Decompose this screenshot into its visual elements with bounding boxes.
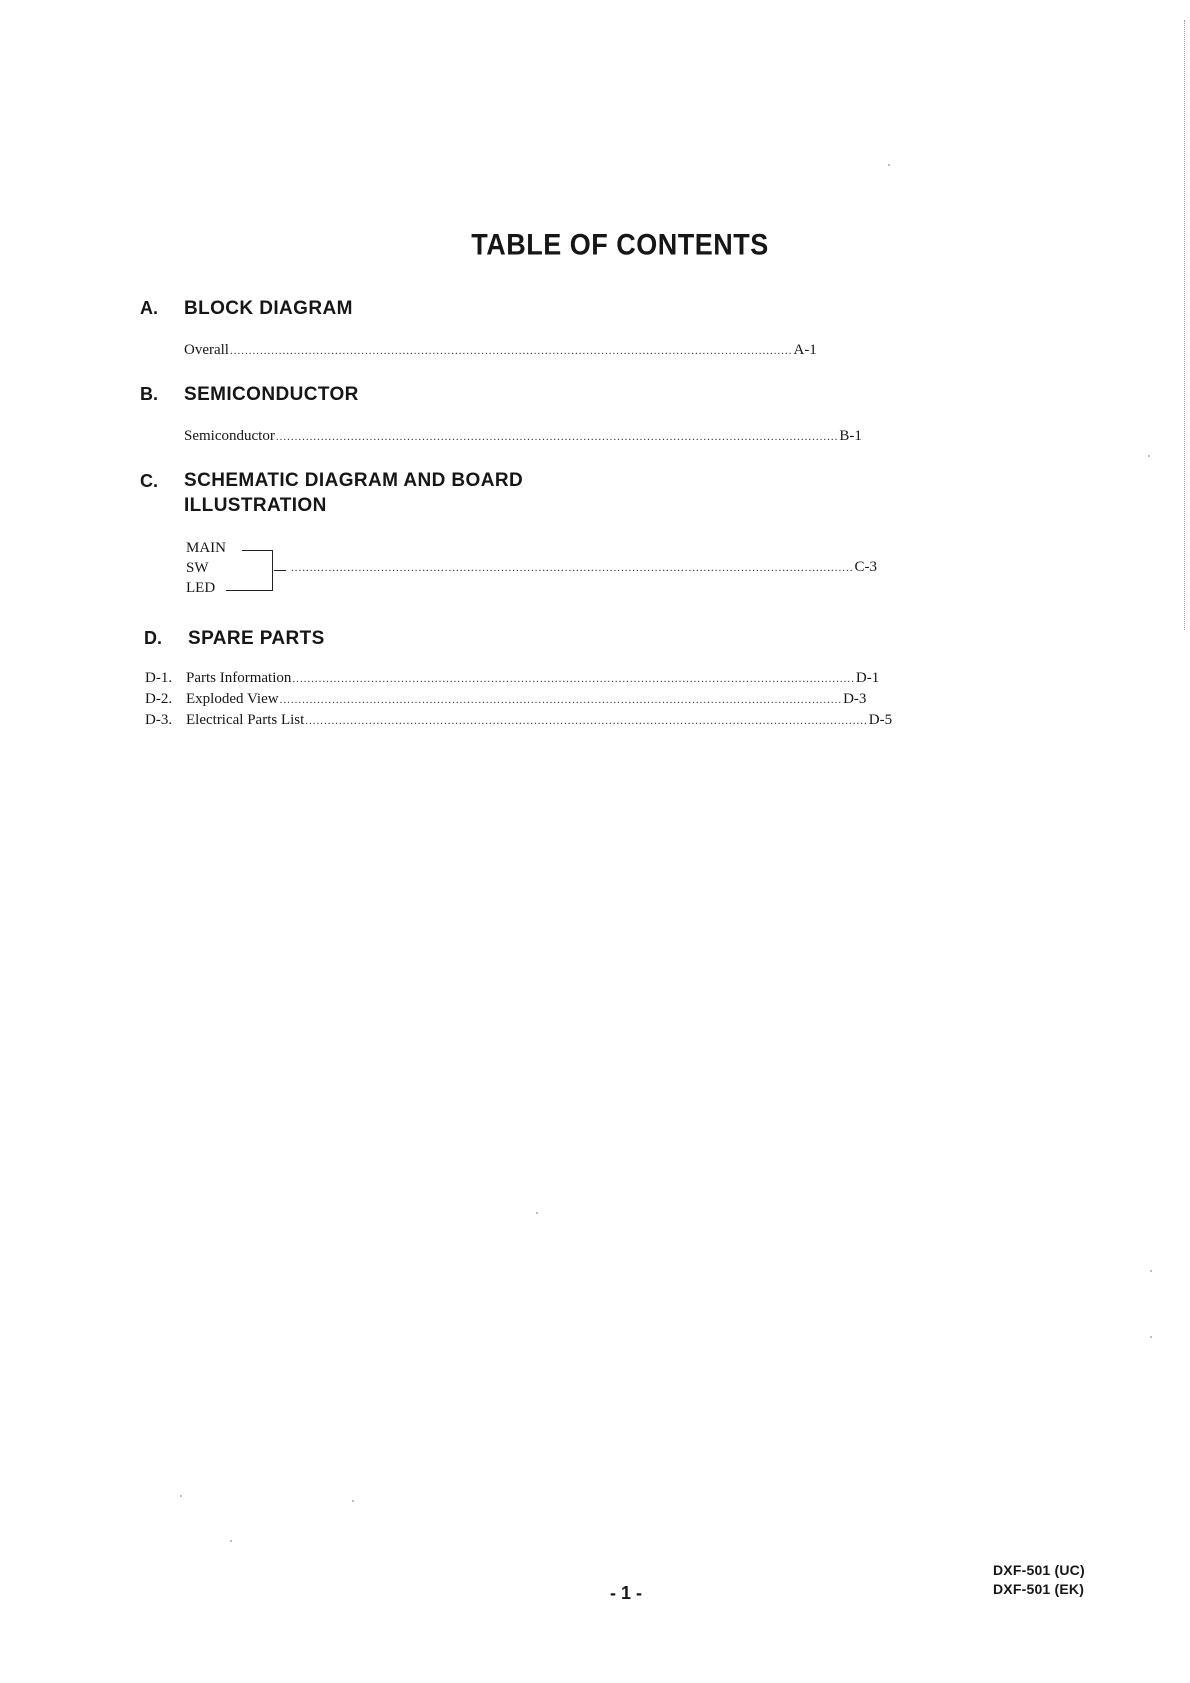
board-sw: SW <box>186 560 209 576</box>
scan-speck <box>536 1212 538 1214</box>
toc-entry-page: D-5 <box>868 712 893 728</box>
scan-speck <box>1148 455 1150 457</box>
toc-code-d1: D-1. <box>145 670 173 686</box>
section-c-letter: C. <box>140 471 158 491</box>
toc-entry-page: D-1 <box>855 670 880 686</box>
bracket-vertical-line <box>272 550 273 590</box>
page-number: - 1 - <box>610 1583 643 1603</box>
toc-entry-label: Parts Information <box>186 670 292 686</box>
board-main: MAIN <box>186 540 226 556</box>
dot-leader: ...................................................................................................................................................... <box>279 694 843 706</box>
section-c-title-line-2: ILLUSTRATION <box>184 495 327 516</box>
section-c-title <box>184 468 523 518</box>
toc-entry-overall[interactable] <box>184 342 817 359</box>
dot-leader: ...................................................................................................................................................... <box>291 562 854 574</box>
model-code-ek: DXF-501 (EK) <box>993 1581 1085 1597</box>
bracket-bottom-line <box>226 590 273 591</box>
toc-entry-label: Exploded View <box>186 691 279 707</box>
toc-entry-semiconductor[interactable] <box>184 428 862 445</box>
toc-entry-page: D-3 <box>843 691 867 707</box>
model-code-uc: DXF-501 (UC) <box>993 1562 1085 1578</box>
toc-entry-page: A-1 <box>793 342 817 358</box>
scan-speck <box>180 1495 182 1497</box>
toc-entry-parts-information[interactable] <box>186 670 880 687</box>
dot-leader: ...................................................................................................................................................... <box>305 715 868 727</box>
section-d-letter: D. <box>144 628 162 648</box>
bracket-top-line <box>242 550 272 551</box>
toc-entry-schematic[interactable] <box>290 559 877 576</box>
scan-speck <box>352 1500 354 1502</box>
toc-entry-label: Overall <box>184 342 229 358</box>
scan-speck <box>1150 1270 1152 1272</box>
scan-speck <box>1150 1336 1152 1338</box>
toc-entry-exploded-view[interactable] <box>186 691 867 708</box>
board-led: LED <box>186 580 216 596</box>
toc-code-d3: D-3. <box>145 712 173 728</box>
page-title: TABLE OF CONTENTS <box>471 228 769 262</box>
section-b-letter: B. <box>140 384 158 404</box>
toc-entry-page: C-3 <box>854 559 877 575</box>
section-a-title: BLOCK DIAGRAM <box>184 298 353 319</box>
section-a-letter: A. <box>140 298 158 318</box>
board-list <box>186 538 226 598</box>
scan-speck <box>888 164 890 166</box>
toc-entry-label: Electrical Parts List <box>186 712 305 728</box>
section-d-title: SPARE PARTS <box>188 628 325 649</box>
toc-entry-page: B-1 <box>839 428 862 444</box>
toc-entry-label: Semiconductor <box>184 428 275 444</box>
dot-leader: ...................................................................................................................................................... <box>292 673 855 685</box>
toc-code-d2: D-2. <box>145 691 173 707</box>
bracket-connector <box>274 570 286 571</box>
dot-leader: ...................................................................................................................................................... <box>275 431 839 443</box>
scan-edge-line <box>1184 20 1185 630</box>
dot-leader: ...................................................................................................................................................... <box>229 345 793 357</box>
scan-speck <box>230 1540 232 1542</box>
section-c-title-line-1: SCHEMATIC DIAGRAM AND BOARD <box>184 470 524 491</box>
section-b-title: SEMICONDUCTOR <box>184 384 359 405</box>
toc-entry-electrical-parts-list[interactable] <box>186 712 893 729</box>
